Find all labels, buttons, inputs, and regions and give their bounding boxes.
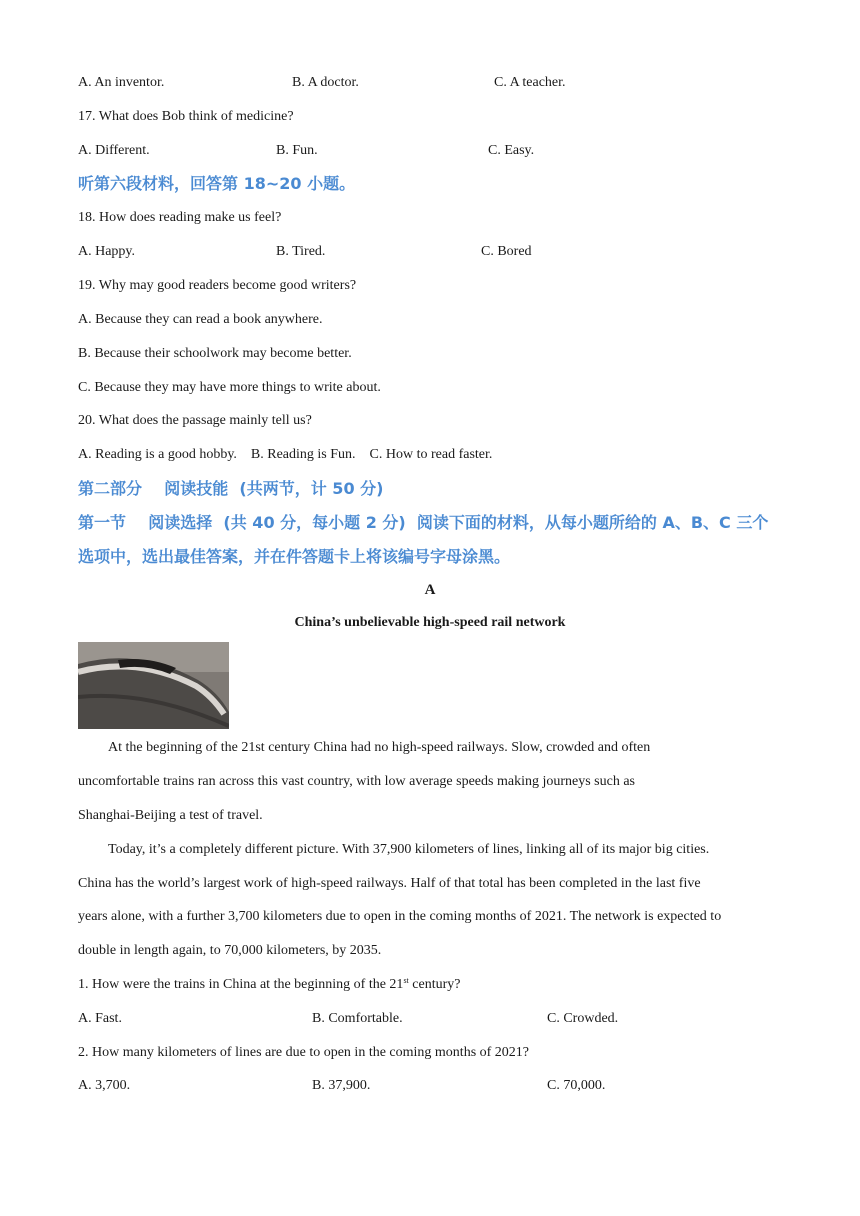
part2-heading: 第二部分 阅读技能 (共两节，计 50 分): [78, 479, 384, 498]
q18-question: 18. How does reading make us feel?: [78, 210, 282, 225]
para2-line3: years alone, with a further 3,700 kilometers due to open in the coming months of 2021. The network is expected to: [78, 909, 722, 924]
para1-line2: uncomfortable trains ran across this vast country, with low average speeds making journeys such as: [78, 774, 635, 789]
q17-option-c: C. Easy.: [488, 143, 535, 158]
para1-line3: Shanghai-Beijing a test of travel.: [78, 808, 263, 823]
section1-heading-line2: 选项中，选出最佳答案，并在件答题卡上将该编号字母涂黑。: [78, 547, 511, 566]
section1-heading-line1: 第一节 阅读选择 (共 40 分，每小题 2 分) 阅读下面的材料，从每小题所给的 A、B、C 三个: [78, 513, 769, 532]
q19-option-a: A. Because they can read a book anywhere.: [78, 312, 323, 327]
q2-option-b: B. 37,900.: [312, 1078, 371, 1093]
q17-option-b: B. Fun.: [276, 143, 318, 158]
q2-option-a: A. 3,700.: [78, 1078, 131, 1093]
q16-option-b: B. A doctor.: [292, 75, 359, 90]
q19-question: 19. Why may good readers become good writers?: [78, 278, 357, 293]
section6-heading: 听第六段材料，回答第 18~20 小题。: [78, 174, 356, 193]
para2-line1: Today, it’s a completely different picture. With 37,900 kilometers of lines, linking all of its major big cities.: [108, 842, 710, 857]
q2-option-c: C. 70,000.: [547, 1078, 606, 1093]
passage-title: China’s unbelievable high-speed rail network: [294, 615, 566, 630]
q16-option-a: A. An inventor.: [78, 75, 165, 90]
q1-option-b: B. Comfortable.: [312, 1011, 403, 1026]
q2-question: 2. How many kilometers of lines are due to open in the coming months of 2021?: [78, 1045, 530, 1060]
q1-question: 1. How were the trains in China at the beginning of the 21st century?: [78, 976, 461, 992]
q18-option-c: C. Bored: [481, 244, 532, 259]
para1-line1: At the beginning of the 21st century China had no high-speed railways. Slow, crowded and often: [108, 740, 651, 755]
q18-option-a: A. Happy.: [78, 244, 136, 259]
q20-options: A. Reading is a good hobby. B. Reading is Fun. C. How to read faster.: [78, 447, 493, 462]
q19-option-b: B. Because their schoolwork may become better.: [78, 346, 352, 361]
q16-option-c: C. A teacher.: [494, 75, 566, 90]
q1-option-c: C. Crowded.: [547, 1011, 619, 1026]
q17-question: 17. What does Bob think of medicine?: [78, 109, 294, 124]
q17-option-a: A. Different.: [78, 143, 150, 158]
para2-line2: China has the world’s largest work of high-speed railways. Half of that total has been completed in the last five: [78, 876, 701, 891]
q19-option-c: C. Because they may have more things to write about.: [78, 380, 381, 395]
q18-option-b: B. Tired.: [276, 244, 326, 259]
passage-letter: A: [424, 582, 436, 598]
high-speed-train-photo: [78, 642, 229, 729]
q20-question: 20. What does the passage mainly tell us?: [78, 413, 312, 428]
q1-option-a: A. Fast.: [78, 1011, 122, 1026]
para2-line4: double in length again, to 70,000 kilometers, by 2035.: [78, 943, 382, 958]
